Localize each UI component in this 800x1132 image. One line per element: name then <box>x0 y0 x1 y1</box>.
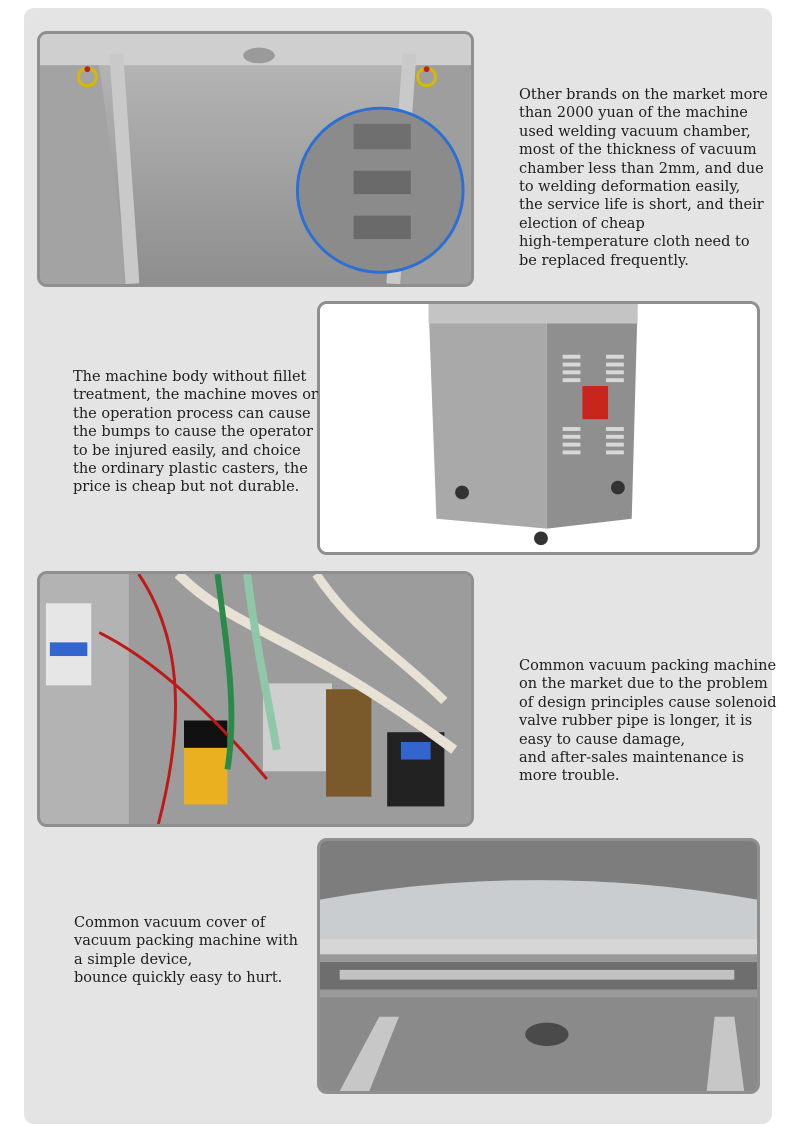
section-text-welded-chamber: Other brands on the market more than 2000 yuan of the machine used welding vacuum chamber, most of the thickness of vacuum chamber less than 2mm, and due to welding deformation easily, the service life is short, and their election of cheap high-temperature cloth need to be replaced frequently. <box>519 87 768 269</box>
machine-body-photo <box>317 301 760 555</box>
vacuum-chamber-photo <box>37 31 474 287</box>
section-text-machine-body: The machine body without fillet treatment, the machine moves or the operation process can cause the bumps to cause the operator to be injured easily, and choice the ordinary plastic casters, the price is cheap but not durable. <box>73 369 318 496</box>
solenoid-valve-wiring-photo <box>37 571 474 827</box>
section-text-vacuum-cover: Common vacuum cover of vacuum packing machine with a simple device, bounce quickly easy to hurt. <box>74 915 298 987</box>
vacuum-cover-photo <box>317 838 760 1094</box>
section-text-solenoid-valve: Common vacuum packing machine on the market due to the problem of design principles cause solenoid valve rubber pipe is longer, it is easy to cause damage, and after-sales maintenance is more trouble. <box>519 658 777 785</box>
